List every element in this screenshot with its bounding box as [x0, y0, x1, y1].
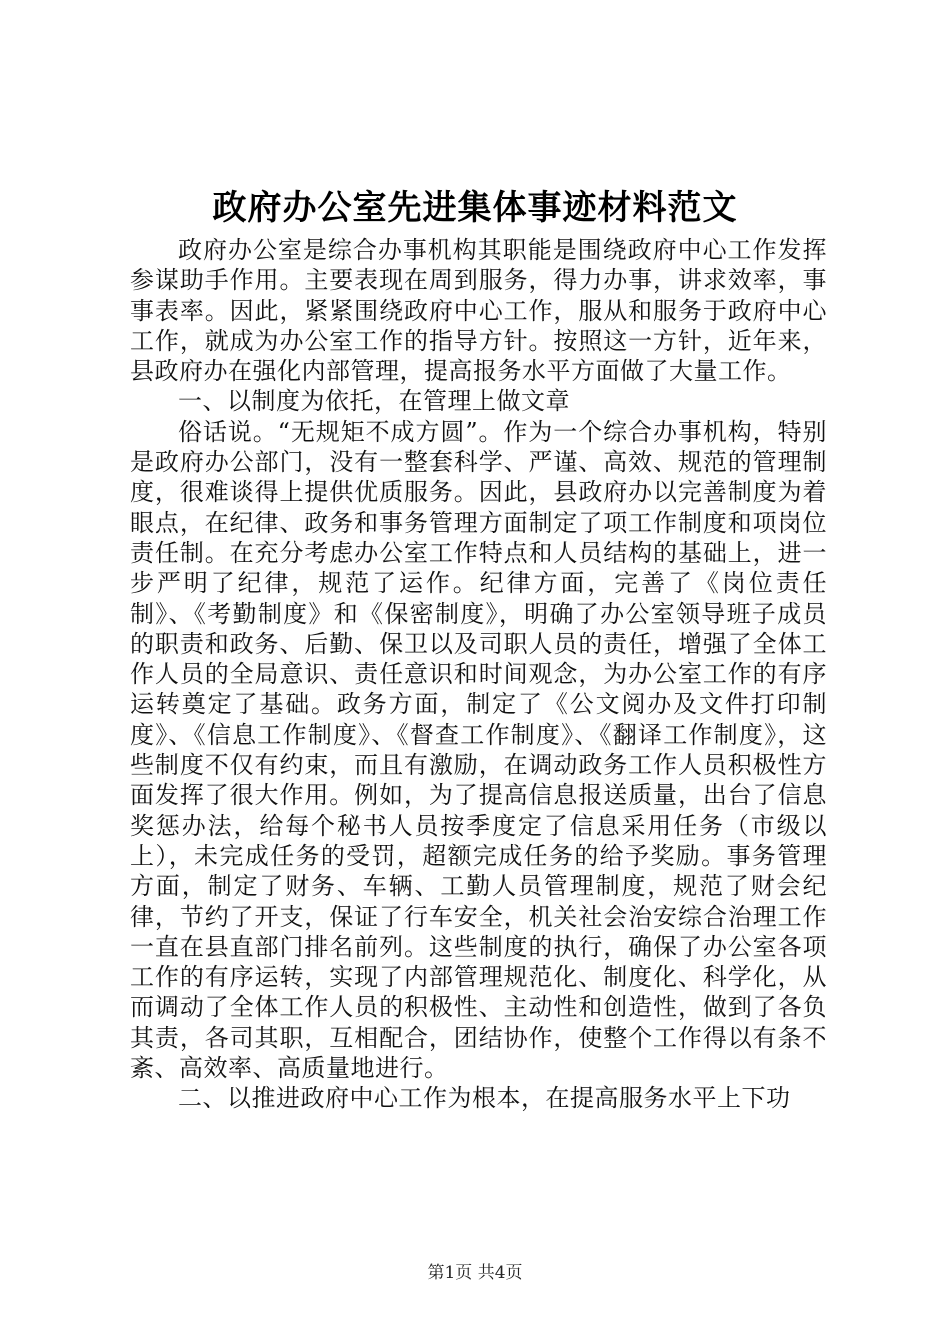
section-heading-2: 二、以推进政府中心工作为根本，在提高服务水平上下功: [178, 1084, 791, 1113]
page-number: 第1页 共4页: [427, 1263, 523, 1283]
section-heading-1: 一、以制度为依托，在管理上做文章: [178, 387, 570, 416]
paragraph-intro: 政府办公室是综合办事机构其职能是围绕政府中心工作发挥参谋助手作用。主要表现在周到服务，得力办事，讲求效率，事事表率。因此，紧紧围绕政府中心工作，服从和服务于政府中心工作，就成为办公室工作的指导方针。按照这一方针，近年来，县政府办在强化内部管理，提高报务水平方面做了大量工作。: [130, 236, 827, 386]
paragraph-section-1: 俗话说。“无规矩不成方圆”。作为一个综合办事机构，特别是政府办公部门，没有一整套科学、严谨、高效、规范的管理制度，很难谈得上提供优质服务。因此，县政府办以完善制度为着眼点，在纪律、政务和事务管理方面制定了项工作制度和项岗位责任制。在充分考虑办公室工作特点和人员结构的基础上，进一步严明了纪律，规范了运作。纪律方面，完善了《岗位责任制》、《考勤制度》和《保密制度》，明确了办公室领导班子成员的职责和政务、后勤、保卫以及司职人员的责任，增强了全体工作人员的全局意识、责任意识和时间观念，为办公室工作的有序运转奠定了基础。政务方面，制定了《公文阅办及文件打印制度》、《信息工作制度》、《督查工作制度》、《翻译工作制度》，这些制度不仅有约束，而且有激励，在调动政务工作人员积极性方面发挥了很大作用。例如，为了提高信息报送质量，出台了信息奖惩办法，给每个秘书人员按季度定了信息采用任务（市级以上），未完成任务的受罚，超额完成任务的给予奖励。事务管理方面，制定了财务、车辆、工勤人员管理制度，规范了财会纪律，节约了开支，保证了行车安全，机关社会治安综合治理工作一直在县直部门排名前列。这些制度的执行，确保了办公室各项工作的有序运转，实现了内部管理规范化、制度化、科学化，从而调动了全体工作人员的积极性、主动性和创造性，做到了各负其责，各司其职，互相配合，团结协作，使整个工作得以有条不紊、高效率、高质量地进行。: [130, 417, 827, 1083]
document-title: 政府办公室先进集体事迹材料范文: [212, 188, 738, 228]
document-body: [130, 235, 827, 1114]
